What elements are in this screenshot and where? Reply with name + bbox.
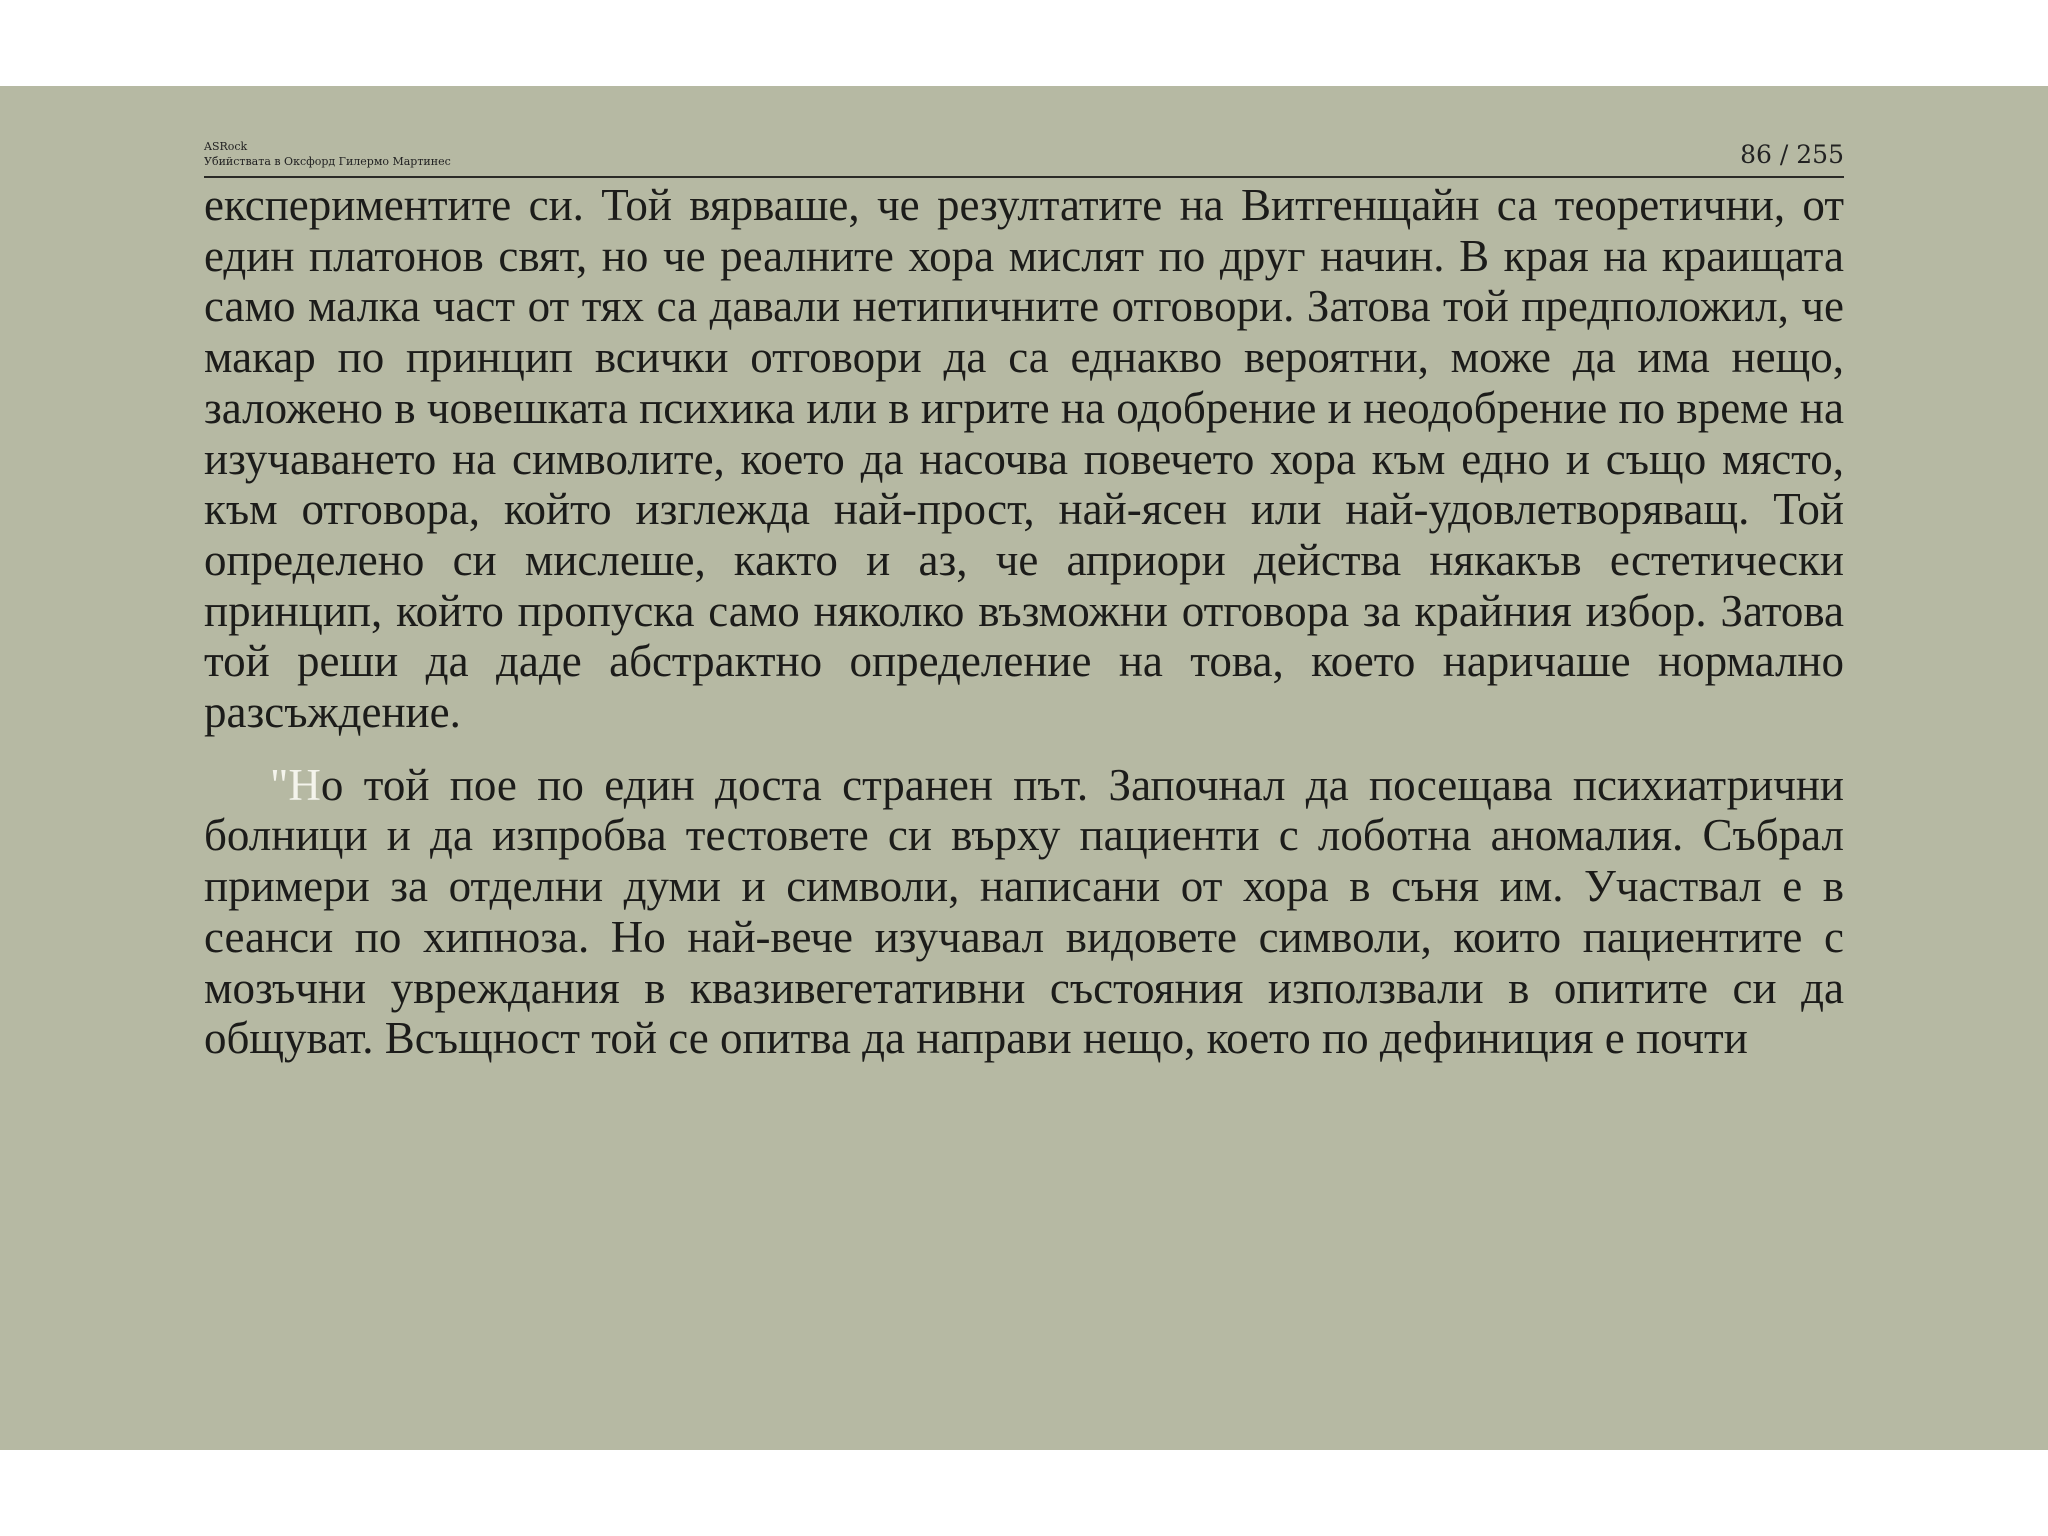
highlighted-text: "Н [270, 759, 321, 810]
page-body [204, 180, 1844, 1064]
paragraph [204, 760, 1844, 1064]
page-header [204, 136, 1844, 178]
header-book-title: Убийствата в Оксфорд Гилермо Мартинес [204, 155, 451, 168]
paragraph: експериментите си. Той вярваше, че резултатите на Витгенщайн са теоретични, от един платонов свят, но че реалните хора мислят по друг начин. В края на краищата само малка част от тях са давали нетипичните отговори. Затова той предположил, че макар по принцип всички отговори да са еднакво вероятни, може да има нещо, заложено в човешката психика или в игрите на одобрение и неодобрение по време на изучаването на символите, което да насочва повечето хора към едно и също място, към отговора, който изглежда най-прост, най-ясен или най-удовлетворяващ. Той определено си мислеше, както и аз, че априори действа някакъв естетически принцип, който пропуска само няколко възможни отговора за крайния избор. Затова той реши да даде абстрактно определение на това, което наричаше нормално разсъждение. [204, 180, 1844, 738]
page-indicator: 86 / 255 [1740, 140, 1844, 169]
header-author: ASRock [204, 140, 248, 153]
paragraph-text: о той пое по един доста странен път. Започнал да посещава психиатрични болници и да изпробва тестовете си върху пациенти с лоботна аномалия. Събрал примери за отделни думи и символи, написани от хора в съня им. Участвал е в сеанси по хипноза. Но най-вече изучавал видовете символи, които пациентите с мозъчни увреждания в квазивегетативни състояния използвали в опитите си да общуват. Всъщност той се опитва да направи нещо, което по дефиниция е почти [204, 759, 1844, 1064]
